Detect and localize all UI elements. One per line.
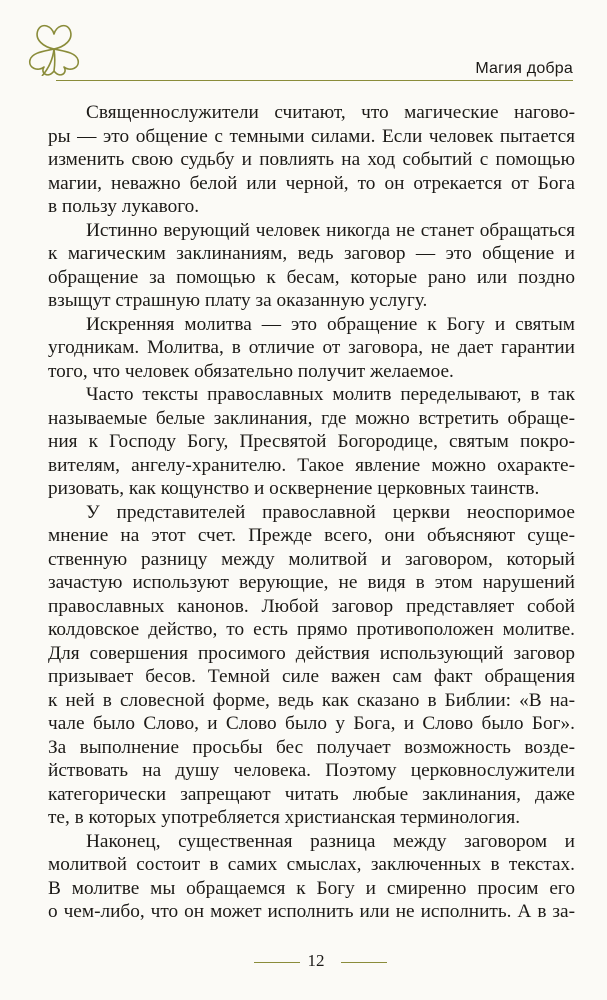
text-line: те, в которых употребляется христианская терминология. xyxy=(48,807,521,828)
text-line: Для совершения просимого действия использующий заговор xyxy=(48,642,575,664)
text-line: православных канонов. Любой заговор представляет собой xyxy=(48,595,575,617)
text-line: к магическим заклинаниям, ведь заговор — это общение и xyxy=(48,243,575,264)
text-line: ния к Господу Богу, Пресвятой Богородице, святым покро- xyxy=(48,431,575,452)
header-rule xyxy=(56,80,573,81)
text-line: колдовское действо, то есть прямо противоположен молитве. xyxy=(48,619,575,640)
text-line: В молитве мы обращаемся к Богу и смиренно просим его xyxy=(48,877,575,899)
text-line: Истинно верующий человек никогда не станет обращаться xyxy=(86,219,575,241)
paragraph xyxy=(48,313,575,384)
text-line: изменить свою судьбу и повлиять на ход событий с помощью xyxy=(48,149,575,170)
paragraph xyxy=(48,383,575,501)
text-line: мнение на этот счет. Прежде всего, они объясняют суще- xyxy=(48,525,575,546)
text-line: ственную разницу между молитвой и заговором, который xyxy=(48,548,575,570)
text-line: чале было Слово, и Слово было у Бога, и Слово было Бог». xyxy=(48,713,575,734)
text-line: в пользу лукавого. xyxy=(48,196,200,217)
text-line: молитвой состоит в самих смыслах, заключенных в текстах. xyxy=(48,854,575,875)
paragraph xyxy=(48,501,575,830)
clover-icon xyxy=(22,16,86,76)
running-title: Магия добра xyxy=(475,60,573,77)
text-line: называемые белые заклинания, где можно встретить обраще- xyxy=(48,407,575,429)
text-line: призывает бесов. Темной силе важен сам факт обращения xyxy=(48,666,575,687)
text-line: Священнослужители считают, что магические нагово- xyxy=(86,102,575,123)
text-line: Часто тексты православных молитв переделывают, в так xyxy=(86,384,575,405)
page-footer xyxy=(0,951,607,975)
text-line: Наконец, существенная разница между заговором и xyxy=(86,830,575,852)
text-line: Искренняя молитва — это обращение к Богу и святым xyxy=(86,313,575,335)
text-line: магии, неважно белой или черной, то он отрекается от Бога xyxy=(48,172,575,194)
paragraph xyxy=(48,830,575,924)
footer-rule-right xyxy=(341,962,387,963)
text-line: У представителей православной церкви неоспоримое xyxy=(86,501,575,523)
text-line: угодникам. Молитва, в отличие от заговора, не дает гарантии xyxy=(48,337,575,358)
paragraph xyxy=(48,219,575,313)
text-line: йствовать на душу человека. Поэтому церковнослужители xyxy=(48,760,575,781)
text-line: категорически запрещают читать любые заклинания, даже xyxy=(48,783,575,805)
page-number: 12 xyxy=(307,951,325,970)
text-line: взыщут страшную плату за оказанную услугу. xyxy=(48,290,428,311)
text-line: о чем-либо, что он может исполнить или не исполнить. А в за- xyxy=(48,901,575,922)
text-line: ры — это общение с темными силами. Если человек пытается xyxy=(48,125,575,147)
footer-rule-left xyxy=(254,962,300,963)
text-line: к ней в словесной форме, ведь как сказано в Библии: «В на- xyxy=(48,689,575,711)
paragraph xyxy=(48,101,575,219)
text-line: вителям, ангелу-хранителю. Такое явление можно охаракте- xyxy=(48,454,575,476)
text-line: того, что человек обязательно получит желаемое. xyxy=(48,360,454,382)
text-line: зачастую используют верующие, не видя в этом нарушений xyxy=(48,572,575,593)
text-line: За выполнение просьбы бес получает возможность возде- xyxy=(48,736,575,758)
text-line: ризовать, как кощунство и осквернение церковных таинств. xyxy=(48,478,540,499)
text-line: обращение за помощью к бесам, которые рано или поздно xyxy=(48,266,575,288)
body-text xyxy=(48,101,575,924)
